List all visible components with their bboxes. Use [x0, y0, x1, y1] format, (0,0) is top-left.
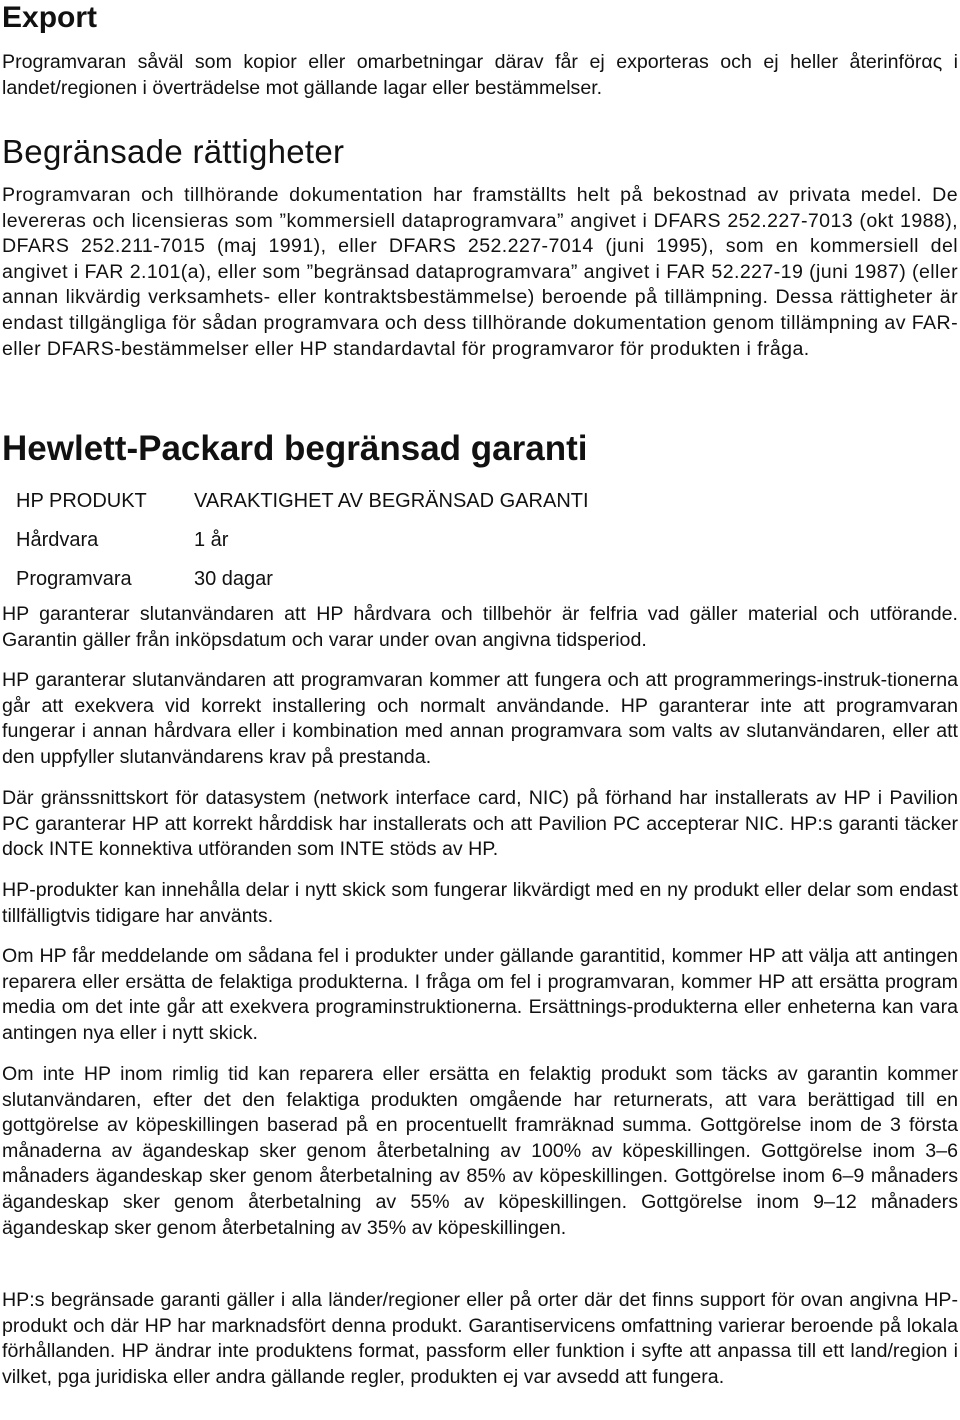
restricted-rights-paragraph: Programvaran och tillhörande dokumentation har framställts helt på bekostnad av privata medel. De levereras och licensieras som ”kommersiell dataprogramvara” angivet i DFARS 252.227-7013 (okt 1988), DFARS 252.211-7015 (maj 1991), eller DFARS 252.227-7014 (juni 1995), som en kommersiell del angivet i FAR 2.101(a), eller som ”begränsad dataprogramvara” angivet i FAR 52.227-19 (juni 1987) (eller annan likvärdig verksamhets- eller kontraktsbestämmelse) beroende på tillämpning. Dessa rättigheter är endast tillgängliga för sådan programvara och dess tillhörande dokumentation genom tillämpning av FAR- eller DFARS-bestämmelser eller HP standardavtal för programvaror för produkten i fråga. [2, 184, 958, 360]
restricted-rights-heading: Begränsade rättigheter [2, 133, 345, 170]
table-cell-duration: 30 dagar [194, 568, 273, 590]
table-row [16, 560, 694, 599]
table-cell-product: Programvara [16, 568, 132, 590]
warranty-paragraph-scope: HP:s begränsade garanti gäller i alla länder/regioner eller på orter där det finns support för ovan angivna HP-produkt och där HP har marknadsfört denna produkt. Garantiservicens omfattning varierar beroende på lokala förhållanden. HP ändrar inte produktens format, passform eller funktion i syfte att anpassa till ett land/region i vilket, pga juridiska eller andra gällande regler, produkten ej var avsedd att fungera. [2, 1289, 958, 1388]
table-header-duration: VARAKTIGHET AV BEGRÄNSAD GARANTI [194, 490, 589, 512]
warranty-paragraph-hardware: HP garanterar slutanvändaren att HP hårdvara och tillbehör är felfria vad gäller material och utförande. Garantin gäller från inköpsdatum och varar under ovan angivna tidsperiod. [2, 603, 958, 651]
table-cell-product: Hårdvara [16, 529, 99, 551]
table-row [16, 521, 694, 560]
warranty-paragraph-parts: HP-produkter kan innehålla delar i nytt skick som fungerar likvärdigt med en ny produkt eller delar som endast tillfälligtvis tidigare har använts. [2, 879, 958, 927]
warranty-paragraph-refund: Om inte HP inom rimlig tid kan reparera eller ersätta en felaktig produkt som täcks av garantin kommer slutanvändaren, efter det den felaktiga produkten omgående har returnerats, att vara berättigad till en gottgörelse av köpeskillingen baserad på en procentuellt framräknad summa. Gottgörelse inom de 3 första månaderna av ägandeskap sker genom återbetalning av 100% av köpeskillingen. Gottgörelse inom 3–6 månaders ägandeskap sker genom återbetalning av 85% av köpeskillingen. Gottgörelse inom 6–9 månaders ägandeskap sker genom återbetalning av 55% av köpeskillingen. Gottgörelse inom 9–12 månaders ägandeskap sker genom återbetalning av 35% av köpeskillingen. [2, 1063, 958, 1239]
warranty-paragraph-repair: Om HP får meddelande om sådana fel i produkter under gällande garantitid, kommer HP att välja att antingen reparera eller ersätta de felaktiga produkterna. I fråga om fel i programvaran, kommer HP att ersätta program media om det inte går att exekvera programinstruktionerna. Ersättnings-produkterna eller enheterna kan vara antingen nya eller i nytt skick. [2, 945, 958, 1044]
table-header-row [16, 482, 694, 521]
warranty-table [16, 482, 694, 599]
export-paragraph: Programvaran såväl som kopior eller omarbetningar därav får ej exporteras och ej heller återinförας i landet/regionen i överträdelse mot gällande lagar eller bestämmelser. [2, 51, 958, 99]
warranty-paragraph-nic: Där gränssnittskort för datasystem (network interface card, NIC) på förhand har installerats av HP i Pavilion PC garanterar HP att korrekt hårddisk har installerats och att Pavilion PC accepterar NIC. HP:s garanti täcker dock INTE konnektiva utföranden som INTE stöds av HP. [2, 787, 958, 861]
table-cell-duration: 1 år [194, 529, 229, 551]
table-header-product: HP PRODUKT [16, 490, 147, 512]
export-heading: Export [2, 1, 98, 34]
warranty-paragraph-software: HP garanterar slutanvändaren att programvaran kommer att fungera och att programmerings-instruk-tionerna går att exekvera vid korrekt installering och normalt användande. HP garanterar inte att programvaran fungerar i annan hårdvara eller i kombination med annan programvara som valts av slutanvändaren, eller att den uppfyller slutanvändarens krav på prestanda. [2, 669, 958, 768]
warranty-heading: Hewlett-Packard begränsad garanti [2, 429, 588, 468]
